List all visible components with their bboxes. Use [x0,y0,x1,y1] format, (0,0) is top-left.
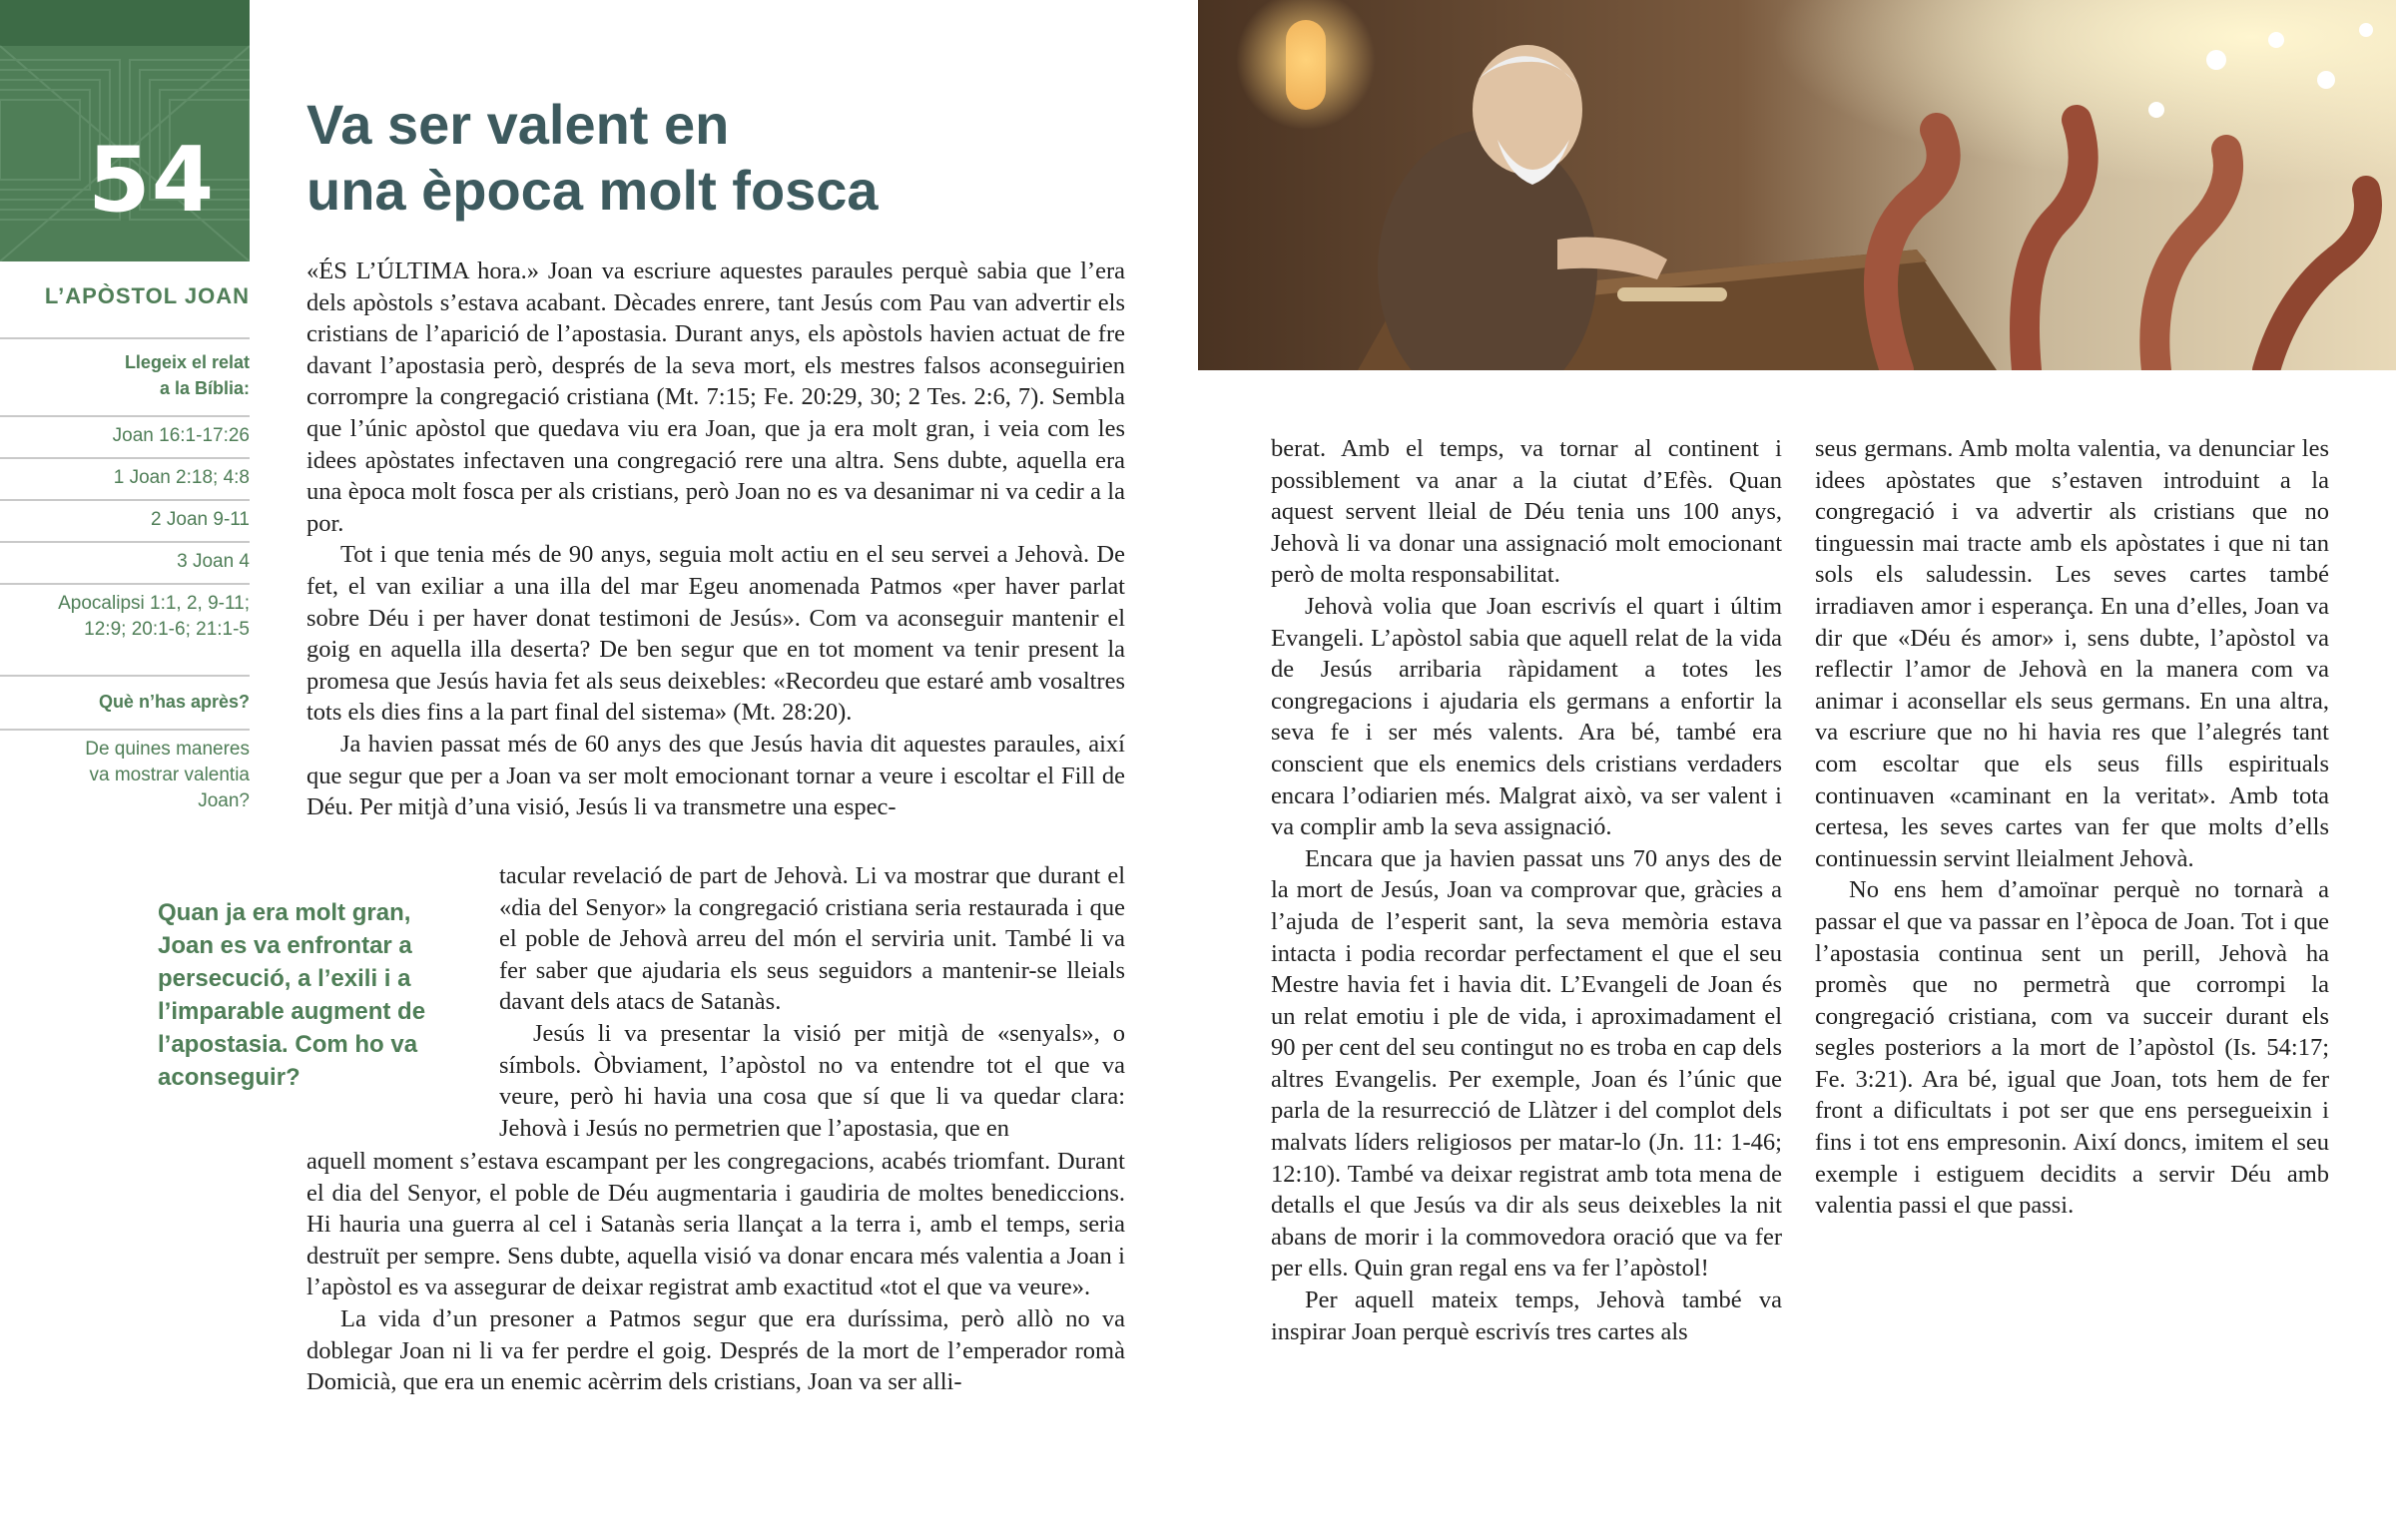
body-column-2 [1271,433,1782,1347]
chapter-number: 54 [88,128,216,233]
body-paragraph: Per aquell mateix temps, Jehovà també va inspirar Joan perquè escrivís tres cartes als [1271,1286,1782,1345]
body-column-1-indented [499,860,1125,1144]
reference-item-line1: Apocalipsi 1:1, 2, 9-11; [58,593,250,614]
read-label-line2: a la Bíblia: [159,378,250,398]
chapter-label: L’APÒSTOL JOAN [44,283,250,308]
page-title [306,92,879,224]
question-label: Què n’has après? [98,692,250,712]
body-paragraph: aquell moment s’estava escampant per les congregacions, acabés triomfant. Durant el dia del Senyor, el poble de Déu augmentaria i gaudiria de moltes benediccions. Hi hauria una guerra al cel i Satanàs seria llançat a la terra i, amb el temps, seria destruït per sempre. Sens dubte, aquella visió va donar encara més valentia a Joan i l’apòstol es va assegurar de deixar registrat amb exactitud «tot el que va veure». [306,1148,1125,1301]
body-paragraph: Jesús li va presentar la visió per mitjà de «senyals», o símbols. Òbviament, l’apòstol no va entendre tot el que va veure, però hi havia una cosa que sí que li va quedar clara: Jehovà i Jesús no permetrien que l’apostasia, que en [499,1019,1125,1142]
body-paragraph: seus germans. Amb molta valentia, va denunciar les idees apòstates que s’estaven introduint a la congregació i va advertir als cristians que no tinguessin mai tracte amb els apòstates i que ni tan sols els saludessin. Les seves cartes també irradiaven amor i esperança. En una d’elles, Joan va dir que «Déu és amor» i, sens dubte, l’apòstol va reflectir l’amor de Jehovà en la manera com va animar i aconsellar els seus germans. En una altra, va escriure que no hi havia res que l’alegrés tant com escoltar que els seus fills espirituals continuaven «caminant en la veritat». Amb tota certesa, les seves cartes van fer que molts d’ells continuessin servint lleialment Jehovà. [1815,435,2329,872]
reference-item: 2 Joan 9-11 [151,509,250,530]
question-line2: va mostrar valentia [89,765,250,785]
body-paragraph: Jehovà volia que Joan escrivís el quart i últim Evangeli. L’apòstol sabia que aquell relat de la vida de Jesús arribaria ràpidament a totes les congregacions i ajudaria els germans a enfortir la seva fe i ser més valents. Ara bé, també era conscient que els enemics dels cristians verdaders encara l’odiarien més. Malgrat això, va ser valent i va complir amb la seva assignació. [1271,592,1782,841]
question-line1: De quines maneres [85,739,250,760]
reference-item: 1 Joan 2:18; 4:8 [113,467,250,488]
divider [0,457,250,459]
body-paragraph: No ens hem d’amoïnar perquè no tornarà a passar el que va passar en l’època de Joan. Tot i que l’apostasia continua sent un perill, Jehovà ha promès que no permetrà que corrompi la congregació cristiana, com va succeir durant els segles posteriors a la mort de l’apòstol (Is. 54:17; Fe. 3:21). Ara bé, igual que Joan, tots hem de fer front a dificultats i pot ser que ens persegueixin i fins i tot ens empresonin. Així doncs, imitem el seu exemple i estiguem decidits a servir Déu amb valentia passi el que passi. [1815,876,2329,1220]
body-column-1-bottom [306,1146,1125,1398]
illustration-apostle-john-vision [1198,0,2396,370]
body-column-1-top [306,256,1125,823]
body-paragraph: La vida d’un presoner a Patmos segur que era duríssima, però allò no va doblegar Joan ni li va fer perdre el goig. Després de la mort de l’emperador romà Domicià, que era un enemic acèrrim dels cristians, Joan va ser alli- [306,1304,1125,1396]
reference-item: Joan 16:1-17:26 [112,425,250,446]
chapter-badge [0,0,250,261]
body-paragraph: Ja havien passat més de 60 anys des que Jesús havia dit aquestes paraules, així que segur que per a Joan va ser molt emocionant tornar a veure i escoltar el Fill de Déu. Per mitjà d’una visió, Jesús li va transmetre una espec- [306,730,1125,821]
divider [0,499,250,501]
body-paragraph: «ÉS L’ÚLTIMA hora.» Joan va escriure aquestes paraules perquè sabia que l’era dels apòstols s’estava acabant. Dècades enrere, tant Jesús com Pau van advertir els cristians de l’aparició de l’apostasia. Durant anys, els apòstols havien actuat de fre davant l’apostasia però, després de la seva mort, els mestres falsos aconseguirien corrompre la congregació cristiana (Mt. 7:15; Fe. 20:29, 30; 2 Tes. 2:6, 7). Sembla que l’únic apòstol que quedava viu era Joan, que ja era molt gran, i veia com les idees apòstates infectaven una congregació rere una altra. Sens dubte, aquella era una època molt fosca per als cristians, però Joan no es va desanimar ni va cedir a la por. [306,257,1125,537]
page-title-line1: Va ser valent en [306,93,730,156]
divider [0,337,250,339]
question-line3: Joan? [198,790,250,811]
body-paragraph: Tot i que tenia més de 90 anys, seguia molt actiu en el seu servei a Jehovà. De fet, el van exiliar a una illa del mar Egeu anomenada Patmos «per haver parlat sobre Déu i per haver donat testimoni de Jesús». Com va aconseguir mantenir el goig en aquella illa deserta? De ben segur que en tot moment va tenir present la promesa que Jesús havia fet als seus deixebles: «Recordeu que estaré amb vosaltres tots els dies fins a la part final del sistema» (Mt. 28:20). [306,541,1125,727]
page-title-line2: una època molt fosca [306,159,879,222]
body-paragraph: tacular revelació de part de Jehovà. Li va mostrar que durant el «dia del Senyor» la congregació cristiana seria restaurada i que el poble de Jehovà arreu del món el serviria unit. També li va fer saber que ajudaria els seus seguidors a mantenir-se lleials davant dels atacs de Satanàs. [499,862,1125,1016]
divider [0,729,250,731]
body-paragraph: berat. Amb el temps, va tornar al continent i possiblement va anar a la ciutat d’Efès. Quan aquest servent lleial de Déu tenia uns 100 anys, Jehovà li va donar una assignació molt emocionant però de molta responsabilitat. [1271,435,1782,589]
divider [0,415,250,417]
reference-item-line2: 12:9; 20:1-6; 21:1-5 [84,619,250,640]
divider [0,675,250,677]
divider [0,583,250,585]
read-label-line1: Llegeix el relat [124,352,250,372]
illustration-image [1198,0,2396,370]
body-paragraph: Encara que ja havien passat uns 70 anys des de la mort de Jesús, Joan va comprovar que, gràcies a l’ajuda de l’esperit sant, la seva memòria estava intacta i podia recordar perfectament el que el seu Mestre havia fet i havia dit. L’Evangeli de Joan és un relat emotiu i ple de vida, i aproximadament el 90 per cent del seu contingut no es troba en cap dels altres Evangelis. Per exemple, Joan és l’únic que parla de la resurrecció de Llàtzer i del complot dels malvats líders religiosos per matar-lo (Jn. 11: 1-46; 12:10). També va deixar registrat amb tota mena de detalls el que Jesús va dir als seus deixebles la nit abans de morir i la commovedora oració que va fer per ells. Quin gran regal ens va fer l’apòstol! [1271,844,1782,1283]
reference-item: 3 Joan 4 [177,551,250,572]
divider [0,541,250,543]
body-column-3 [1815,433,2329,1222]
pull-quote: Quan ja era molt gran, Joan es va enfrontar a persecució, a l’exili i a l’imparable augment de l’apostasia. Com ho va aconseguir? [158,899,426,1091]
